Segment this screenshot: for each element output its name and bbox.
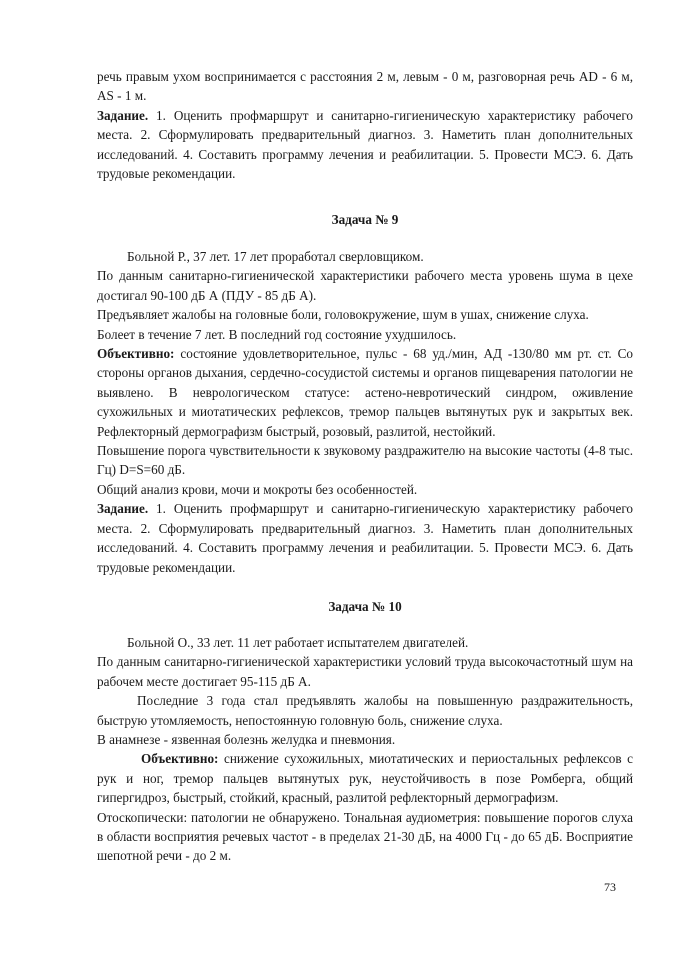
task10-patient: Больной О., 33 лет. 11 лет работает испытателем двигателей. xyxy=(127,635,469,650)
page-number: 73 xyxy=(604,880,616,894)
task9-hygiene: По данным санитарно-гигиенической характеристики рабочего места уровень шума в цехе достигал 90-100 дБ А (ПДУ - 85 дБ А). xyxy=(97,268,633,303)
task9-section xyxy=(97,247,633,577)
task9-task xyxy=(97,499,633,577)
intro-task xyxy=(97,106,633,184)
task9-labs: Общий анализ крови, мочи и мокроты без особенностей. xyxy=(97,481,418,497)
objective-text: снижение сухожильных, миотатических и периостальных рефлексов с рук и ног, тремор пальцев вытянутых рук, неустойчивость в позе Ромберга, общий гипергидроз, быстрый, стойкий, красный, разлитой рефлекторный дермографизм. xyxy=(97,751,633,806)
task-text: 1. Оценить профмаршрут и санитарно-гигиеническую характеристику рабочего места. 2. Сформулировать предварительный диагноз. 3. Наметить план дополнительных исследований. 4. Составить программу лечения и реабилитации. 5. Провести МСЭ. 6. Дать трудовые рекомендации. xyxy=(97,501,633,575)
task9-audiometry: Повышение порога чувствительности к звуковому раздражителю на высокие частоты (4-8 тыс. Гц) D=S=60 дБ. xyxy=(97,443,633,478)
objective-text: состояние удовлетворительное, пульс - 68 уд./мин, АД -130/80 мм рт. ст. Со стороны органов дыхания, сердечно-сосудистой системы и органов пищеварения патологии не выявлено. В неврологическом статусе: астено-невротический синдром, оживление сухожильных и миотатических рефлексов, тремор пальцев вытянутых рук и закрытых век. Рефлекторный дермографизм быстрый, розовый, разлитой, нестойкий. xyxy=(97,346,633,439)
task10-title: Задача № 10 xyxy=(328,599,402,614)
task-text: 1. Оценить профмаршрут и санитарно-гигиеническую характеристику рабочего места. 2. Сформулировать предварительный диагноз. 3. Наметить план дополнительных исследований. 4. Составить программу лечения и реабилитации. 5. Провести МСЭ. 6. Дать трудовые рекомендации. xyxy=(97,107,633,182)
task9-complaints: Предъявляет жалобы на головные боли, головокружение, шум в ушах, снижение слуха. xyxy=(97,307,589,323)
task10-audiometry: Отоскопически: патологии не обнаружено. Тональная аудиометрия: повышение порогов слуха в области восприятия речевых частот - в пределах 21-30 дБ, на 4000 Гц - до 65 дБ. Восприятие шепотной речи - до 2 м. xyxy=(97,809,633,864)
task9-patient: Больной Р., 37 лет. 17 лет проработал сверловщиком. xyxy=(127,249,424,264)
task9-objective xyxy=(97,344,633,441)
task-label: Задание. xyxy=(97,107,149,123)
objective-label: Объективно: xyxy=(141,751,219,767)
task-label: Задание. xyxy=(97,501,149,517)
task10-section xyxy=(97,633,633,866)
intro-continuation: речь правым ухом воспринимается с расстояния 2 м, левым - 0 м, разговорная речь AD - 6 м, AS - 1 м. xyxy=(97,69,633,104)
objective-label: Объективно: xyxy=(97,346,175,362)
task10-complaints: Последние 3 года стал предъявлять жалобы на повышенную раздражительность, быструю утомляемость, непостоянную головную боль, снижение слуха. xyxy=(97,693,633,728)
task10-hygiene: По данным санитарно-гигиенической характеристики условий труда высокочастотный шум на рабочем месте достигает 95-115 дБ А. xyxy=(97,654,633,689)
task9-history: Болеет в течение 7 лет. В последний год состояние ухудшилось. xyxy=(97,326,457,342)
intro-section xyxy=(97,67,633,183)
task10-objective xyxy=(97,749,633,807)
task10-history: В анамнезе - язвенная болезнь желудка и пневмония. xyxy=(97,732,396,748)
task9-title: Задача № 9 xyxy=(331,212,399,227)
